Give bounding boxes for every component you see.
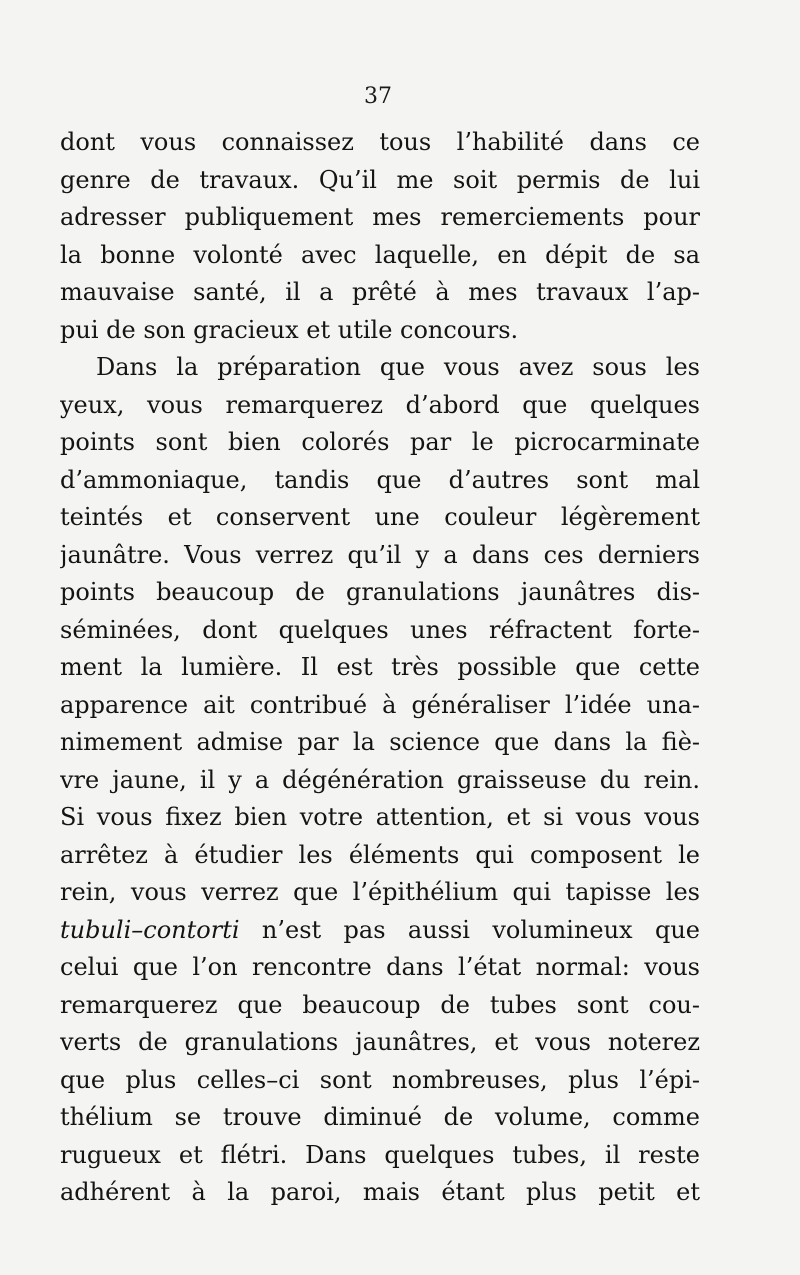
text-line: d’ammoniaque, tandis que d’autres sont mal [60, 465, 700, 494]
text-line-with-italic [60, 912, 700, 950]
text-line: points sont bien colorés par le picrocarminate [60, 428, 700, 456]
paragraph-start-line: Dans la préparation que vous avez sous les [96, 353, 700, 381]
text-line: verts de granulations jaunâtres, et vous noterez [60, 1028, 700, 1056]
text-line: dont vous connaissez tous l’habilité dans ce [60, 128, 700, 156]
text-line: nimement admise par la science que dans la fiè- [60, 728, 700, 756]
italic-term: tubuli–contorti [60, 915, 240, 944]
text-line: arrêtez à étudier les éléments qui composent le [60, 840, 700, 869]
text-line: la bonne volonté avec laquelle, en dépit de sa [60, 240, 700, 269]
body-text [60, 124, 700, 1212]
text-line: Si vous fixez bien votre attention, et si vous vous [60, 803, 700, 831]
text-line: adhérent à la paroi, mais étant plus petit et [60, 1178, 700, 1206]
text-line-rest: n’est pas aussi volumineux que [261, 915, 700, 944]
text-line: yeux, vous remarquerez d’abord que quelques [60, 390, 700, 419]
text-line: que plus celles–ci sont nombreuses, plus l’épi- [60, 1065, 700, 1094]
text-line: vre jaune, il y a dégénération graisseuse du rein. [60, 765, 700, 794]
text-line: thélium se trouve diminué de volume, comme [60, 1103, 700, 1131]
text-line: séminées, dont quelques unes réfractent forte- [60, 615, 700, 644]
text-line: ment la lumière. Il est très possible que cette [60, 653, 700, 681]
text-line: points beaucoup de granulations jaunâtres dis- [60, 578, 700, 606]
text-line: genre de travaux. Qu’il me soit permis de lui [60, 165, 700, 194]
text-line: jaunâtre. Vous verrez qu’il y a dans ces derniers [60, 540, 700, 569]
text-line: pui de son gracieux et utile concours. [60, 315, 519, 344]
text-line: celui que l’on rencontre dans l’état normal: vous [60, 953, 700, 981]
text-line: rein, vous verrez que l’épithélium qui tapisse les [60, 878, 700, 906]
text-line: apparence ait contribué à généraliser l’idée una- [60, 690, 700, 719]
text-line: rugueux et flétri. Dans quelques tubes, il reste [60, 1140, 700, 1169]
text-line: mauvaise santé, il a prêté à mes travaux l’ap- [60, 278, 700, 306]
text-line: teintés et conservent une couleur légèrement [60, 503, 700, 531]
text-line: adresser publiquement mes remerciements pour [60, 203, 700, 231]
page-number: 37 [364, 84, 392, 109]
text-line: remarquerez que beaucoup de tubes sont cou- [60, 990, 700, 1019]
